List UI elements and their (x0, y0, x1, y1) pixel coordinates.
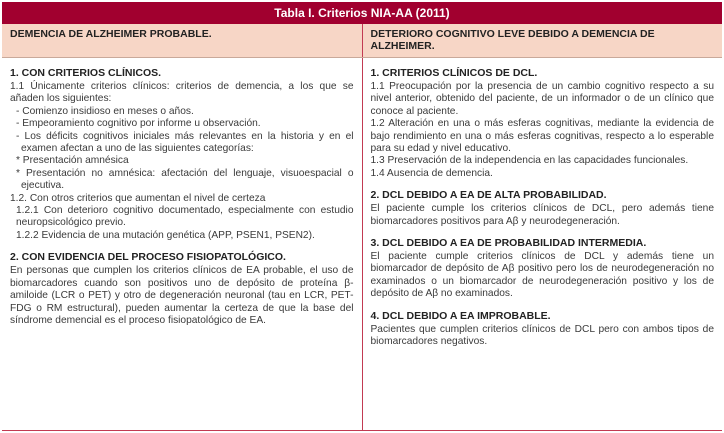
section-mci-clinical-title: 1. CRITERIOS CLÍNICOS DE DCL. (370, 67, 538, 79)
paragraph: 1.1 Únicamente criterios clínicos: criterios de demencia, a los que se añaden los siguientes: (10, 81, 354, 105)
spacer (371, 180, 715, 184)
spacer (371, 228, 715, 232)
table-header-row (2, 24, 722, 58)
paragraph: En personas que cumplen los criterios clínicos de EA probable, el uso de biomarcadores cuando son positivos uno de depósito de proteína β-amiloide (LCR o PET) y otro de degeneración neuronal (tau en LCR, PET-FDG o RM estructural), pueden aumentar la certeza de que la base del síndrome demencial es el proceso fisiopatológico de EA. (10, 265, 354, 326)
paragraph: 1.4 Ausencia de demencia. (370, 167, 493, 179)
paragraph: Pacientes que cumplen criterios clínicos de DCL pero con ambos tipos de biomarcadores negativos. (370, 323, 714, 348)
sub-paragraph: 1.2.2 Evidencia de una mutación genética (APP, PSEN1, PSEN2). (16, 229, 315, 241)
criteria-table (2, 2, 722, 431)
spacer (371, 301, 715, 305)
table-body-row (2, 58, 722, 431)
left-column (2, 58, 363, 430)
paragraph: El paciente cumple los criterios clínicos de DCL, pero además tiene biomarcadores positivos para Aβ y neurodegeneración. (370, 203, 714, 227)
section-clinical-criteria-title: 1. CON CRITERIOS CLÍNICOS. (10, 67, 162, 79)
star-item: * Presentación amnésica (16, 155, 129, 167)
section-improbable-title: 4. DCL DEBIDO A EA IMPROBABLE. (370, 309, 551, 322)
paragraph: 1.3 Preservación de la independencia en las capacidades funcionales. (370, 155, 689, 167)
table-title: Tabla I. Criterios NIA-AA (2011) (2, 2, 722, 24)
section-high-probability-title: 2. DCL DEBIDO A EA DE ALTA PROBABILIDAD. (370, 189, 607, 202)
paragraph: 1.2. Con otros criterios que aumentan el nivel de certeza (10, 192, 266, 204)
paragraph: 1.1 Preocupación por la presencia de un cambio cognitivo respecto a su nivel anterior, obtenido del paciente, de un informador o de un clínico que conoce al paciente. (370, 81, 714, 117)
bullet-item: - Los déficits cognitivos iniciales más relevantes en la historia y en el examen afectan a uno de las siguientes categorías: (16, 130, 354, 155)
sub-paragraph: 1.2.1 Con deterioro cognitivo documentado, especialmente con estudio neuropsicológico previo. (16, 205, 354, 229)
spacer (10, 242, 354, 246)
header-mci-alzheimer: DETERIORO COGNITIVO LEVE DEBIDO A DEMENCIA DE ALZHEIMER. (370, 28, 655, 52)
paragraph: 1.2 Alteración en una o más esferas cognitivas, mediante la evidencia de bajo rendimiento en una o más esferas cognitivas, respecto a lo esperable para su edad y nivel educativo. (370, 118, 714, 155)
section-intermediate-probability-title: 3. DCL DEBIDO A EA DE PROBABILIDAD INTERMEDIA. (370, 237, 647, 250)
bullet-item: - Empeoramiento cognitivo por informe u observación. (16, 118, 261, 130)
right-column (363, 58, 723, 430)
paragraph: El paciente cumple criterios clínicos de DCL y además tiene un biomarcador de depósito de Aβ positivo pero los de neurodegeneración no examinados o un biomarcador de neurodegeneración positivo y los de depósito de Aβ no examinados. (370, 251, 714, 300)
section-physiopathology-title: 2. CON EVIDENCIA DEL PROCESO FISIOPATOLÓGICO. (10, 251, 286, 264)
header-probable-alzheimer: DEMENCIA DE ALZHEIMER PROBABLE. (2, 24, 363, 57)
star-item: * Presentación no amnésica: afectación del lenguaje, visuoespacial o ejecutiva. (16, 167, 354, 192)
bullet-item: - Comienzo insidioso en meses o años. (16, 105, 194, 117)
